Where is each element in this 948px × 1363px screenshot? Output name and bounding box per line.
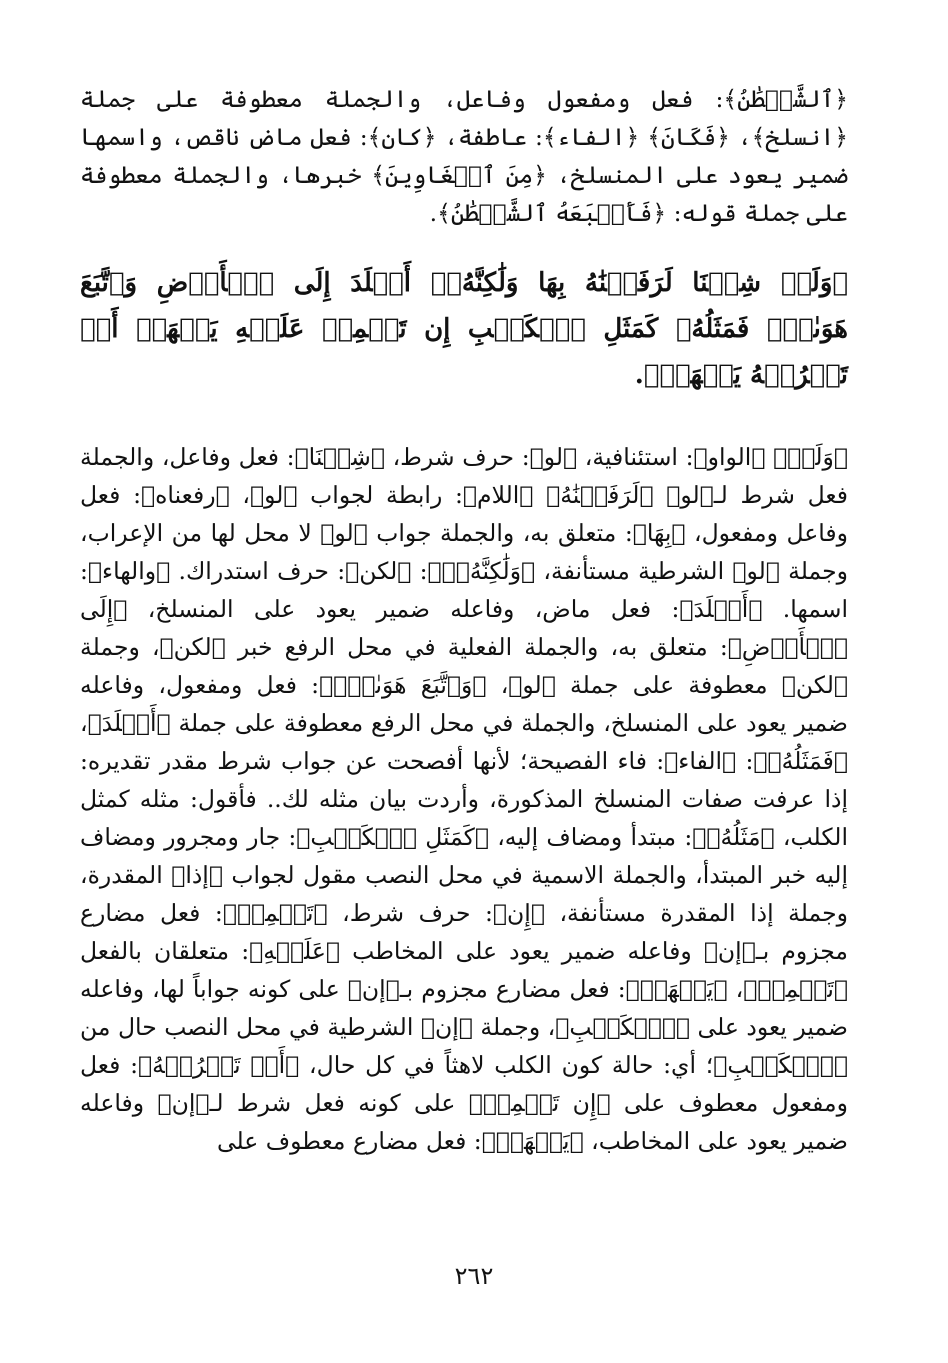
analysis-paragraph-2: ﴿وَلَوۡ﴾ ﴿الواو﴾: استئنافية، ﴿لو﴾: حرف شرط، ﴿شِئۡنَا﴾: فعل وفاعل، والجملة فعل شرط لـ﴿لو﴾ ﴿لَرَفَعۡنَٰهُ﴾ ﴿اللام﴾: رابطة لجواب ﴿لو﴾، ﴿رفعناه﴾: فعل وفاعل ومفعول، ﴿بِهَا﴾: متعلق به، والجملة جواب ﴿لو﴾ لا محل لها من الإعراب، وجملة ﴿لو﴾ الشرطية مستأنفة، ﴿وَلَٰكِنَّهُۥٓ﴾: ﴿لكن﴾: حرف استدراك. ﴿والهاء﴾: اسمها. ﴿أَخۡلَدَ﴾: فعل ماض، وفاعله ضمير يعود على المنسلخ، ﴿إِلَى ٱلۡأَرۡضِ﴾: متعلق به، والجملة الفعلية في محل الرفع خبر ﴿لكن﴾، وجملة ﴿لكن﴾ معطوفة على جملة ﴿لو﴾، ﴿وَٱتَّبَعَ هَوَىٰهُۚ﴾: فعل ومفعول، وفاعله ضمير يعود على المنسلخ، والجملة في محل الرفع معطوفة على جملة ﴿أَخۡلَدَ﴾، ﴿فَمَثَلُهُۥ﴾: ﴿الفاء﴾: فاء الفصيحة؛ لأنها أفصحت عن جواب شرط مقدر تقديره: إذا عرفت صفات المنسلخ المذكورة، وأردت بيان مثله لك.. فأقول: مثله كمثل الكلب، ﴿مَثَلُهُۥ﴾: مبتدأ ومضاف إليه، ﴿كَمَثَلِ ٱلۡكَلۡبِ﴾: جار ومجرور ومضاف إليه خبر المبتدأ، والجملة الاسمية في محل النصب مقول لجواب ﴿إذا﴾ المقدرة، وجملة إذا المقدرة مستأنفة، ﴿إِن﴾: حرف شرط، ﴿تَحۡمِلۡ﴾: فعل مضارع مجزوم بـ﴿إن﴾ وفاعله ضمير يعود على المخاطب ﴿عَلَيۡهِ﴾: متعلقان بالفعل ﴿تَحۡمِلۡ﴾، ﴿يَلۡهَثۡ﴾: فعل مضارع مجزوم بـ﴿إن﴾ على كونه جواباً لها، وفاعله ضمير يعود على ﴿ٱلۡكَلۡبِ﴾، وجملة ﴿إن﴾ الشرطية في محل النصب حال من ﴿ٱلۡكَلۡبِ﴾؛ أي: حالة كون الكلب لاهثاً في كل حال، ﴿أَوۡ تَتۡرُكۡهُ﴾: فعل ومفعول معطوف على ﴿إِن تَحۡمِلۡ﴾ على كونه فعل شرط لـ﴿إن﴾ وفاعله ضمير يعود على المخاطب، ﴿يَلۡهَثۡ﴾: فعل مضارع معطوف على: [80, 443, 848, 1155]
page-number: ٢٦٢: [454, 1262, 494, 1290]
page-body: [80, 80, 848, 1160]
analysis-paragraph-1: ﴿ٱلشَّيۡطَٰنُ﴾: فعل ومفعول وفاعل، والجملة معطوفة على جملة ﴿انسلخ﴾، ﴿فَكَانَ﴾ ﴿الفاء﴾: عاطفة، ﴿كان﴾: فعل ماض ناقص، واسمها ضمير يعود على المنسلخ، ﴿مِنَ ٱلۡغَاوِينَ﴾ خبرها، والجملة معطوفة على جملة قوله: ﴿فَأَتۡبَعَهُ ٱلشَّيۡطَٰنُ﴾.: [80, 85, 848, 227]
quran-verse: ﴿وَلَوۡ شِئۡنَا لَرَفَعۡنَٰهُ بِهَا وَلَٰكِنَّهُۥٓ أَخۡلَدَ إِلَى ٱلۡأَرۡضِ وَٱتَّبَعَ هَوَىٰهُۚ فَمَثَلُهُۥ كَمَثَلِ ٱلۡكَلۡبِ إِن تَحۡمِلۡ عَلَيۡهِ يَلۡهَثۡ أَوۡ تَتۡرُكۡهُ يَلۡهَثۚ﴾.: [80, 268, 848, 390]
